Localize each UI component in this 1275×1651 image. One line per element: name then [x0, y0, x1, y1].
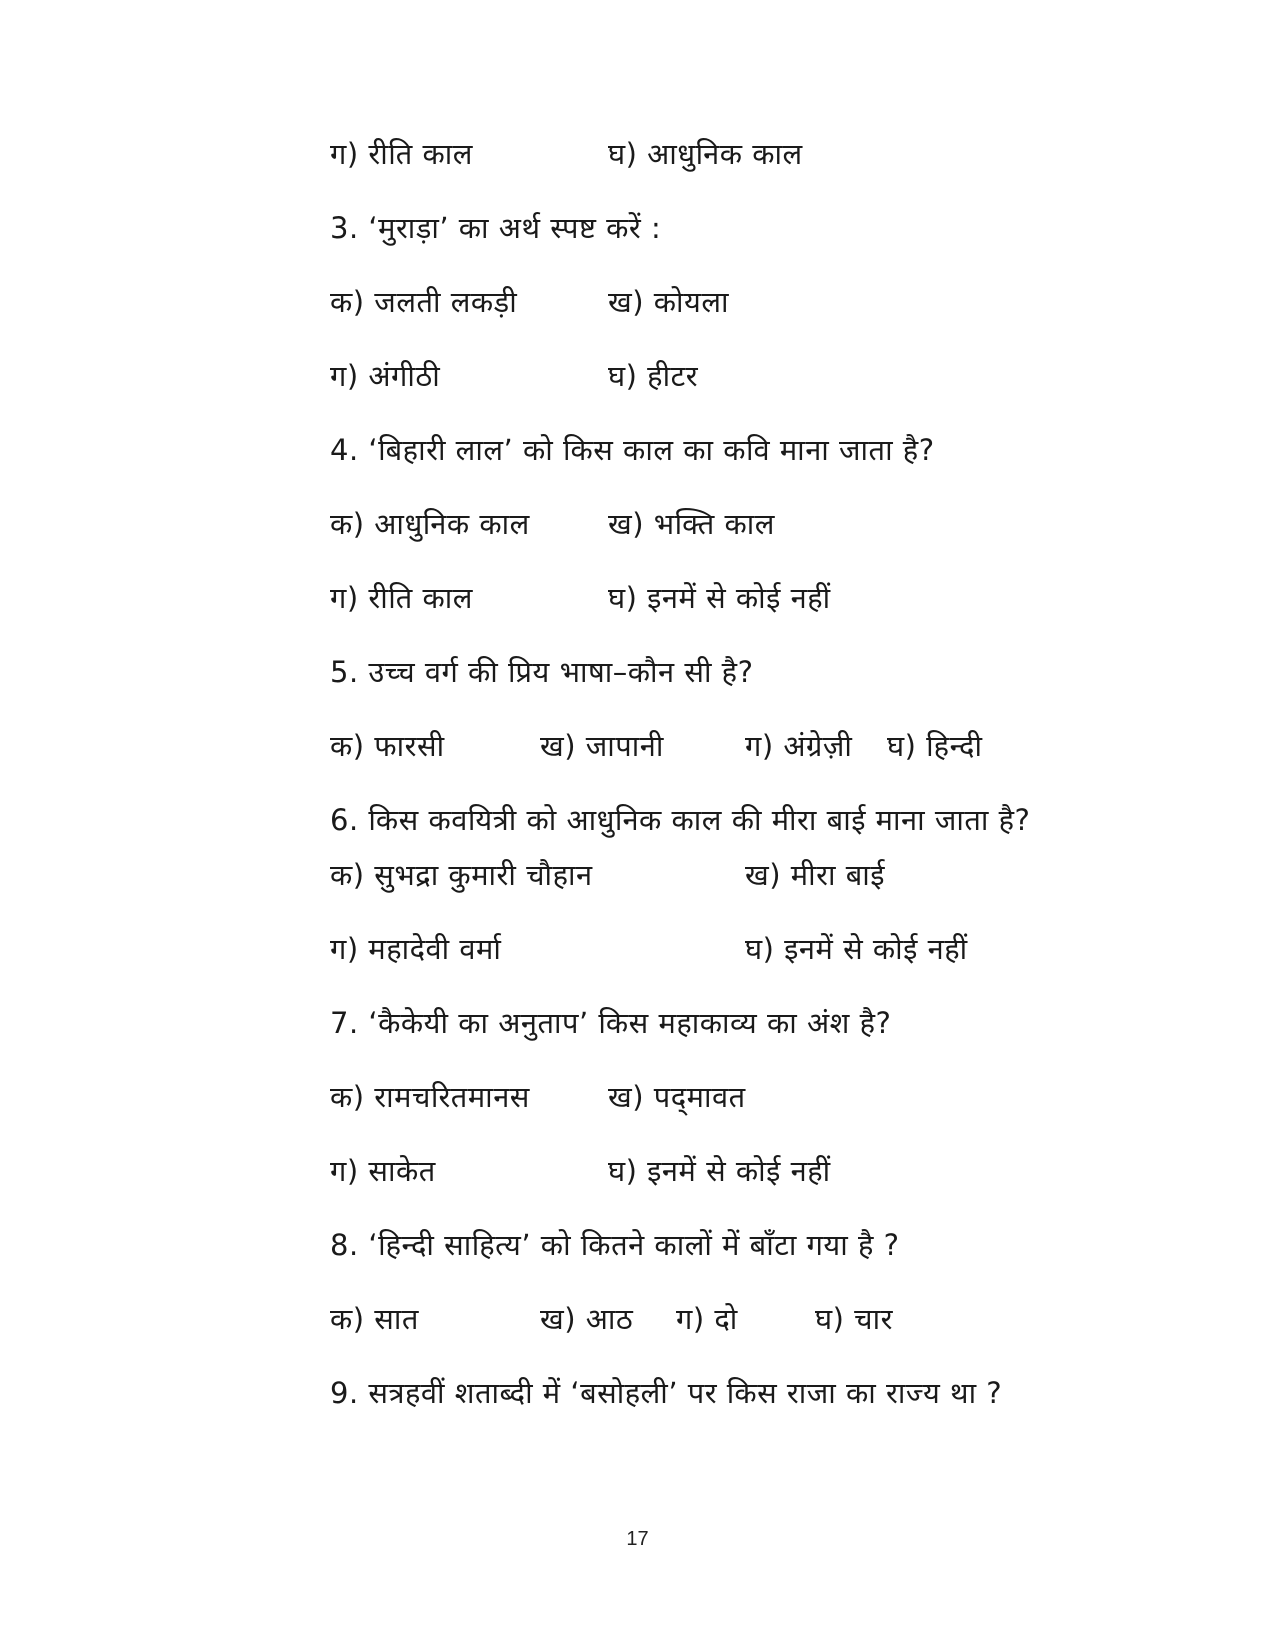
- question-4: 4. ‘बिहारी लाल’ को किस काल का कवि माना जाता है?: [330, 433, 935, 467]
- page-number: 17: [626, 1528, 649, 1550]
- question-6: 6. किस कवयित्री को आधुनिक काल की मीरा बाई माना जाता है?: [330, 803, 1031, 837]
- question-8: 8. ‘हिन्दी साहित्य’ को कितने कालों में बाँटा गया है ?: [330, 1228, 900, 1262]
- question-7-option-ka: क) रामचरितमानस: [330, 1080, 530, 1114]
- question-7-option-ga: ग) साकेत: [330, 1154, 436, 1188]
- question-6-option-gha: घ) इनमें से कोई नहीं: [745, 932, 968, 966]
- question-5: 5. उच्च वर्ग की प्रिय भाषा–कौन सी है?: [330, 655, 754, 689]
- question-3-option-ka: क) जलती लकड़ी: [330, 285, 518, 319]
- option-gha-aadhunik-kaal: घ) आधुनिक काल: [608, 137, 803, 171]
- question-5-option-kha: ख) जापानी: [540, 729, 664, 763]
- option-ga-reeti-kaal: ग) रीति काल: [330, 137, 473, 171]
- question-4-option-gha: घ) इनमें से कोई नहीं: [608, 581, 831, 615]
- question-8-option-gha: घ) चार: [815, 1302, 893, 1336]
- question-8-option-ga: ग) दो: [676, 1302, 738, 1336]
- question-4-option-ga: ग) रीति काल: [330, 581, 473, 615]
- question-4-option-ka: क) आधुनिक काल: [330, 507, 530, 541]
- question-3-option-ga: ग) अंगीठी: [330, 359, 441, 393]
- question-5-option-ka: क) फारसी: [330, 729, 445, 763]
- question-8-option-ka: क) सात: [330, 1302, 419, 1336]
- question-7-option-gha: घ) इनमें से कोई नहीं: [608, 1154, 831, 1188]
- question-4-option-kha: ख) भक्ति काल: [608, 507, 775, 541]
- question-5-option-ga: ग) अंग्रेज़ी: [745, 729, 853, 763]
- question-9: 9. सत्रहवीं शताब्दी में ‘बसोहली’ पर किस राजा का राज्य था ?: [330, 1376, 1003, 1410]
- question-5-option-gha: घ) हिन्दी: [887, 729, 983, 763]
- question-7-option-kha: ख) पद्‌मावत: [608, 1080, 746, 1114]
- question-3-option-kha: ख) कोयला: [608, 285, 730, 319]
- question-6-option-kha: ख) मीरा बाई: [745, 858, 886, 892]
- question-7: 7. ‘कैकेयी का अनुताप’ किस महाकाव्य का अंश है?: [330, 1006, 892, 1040]
- question-3-option-gha: घ) हीटर: [608, 359, 699, 393]
- question-6-option-ka: क) सुभद्रा कुमारी चौहान: [330, 858, 593, 892]
- question-3: 3. ‘मुराड़ा’ का अर्थ स्पष्ट करें :: [330, 211, 662, 245]
- question-8-option-kha: ख) आठ: [540, 1302, 634, 1336]
- question-6-option-ga: ग) महादेवी वर्मा: [330, 932, 502, 966]
